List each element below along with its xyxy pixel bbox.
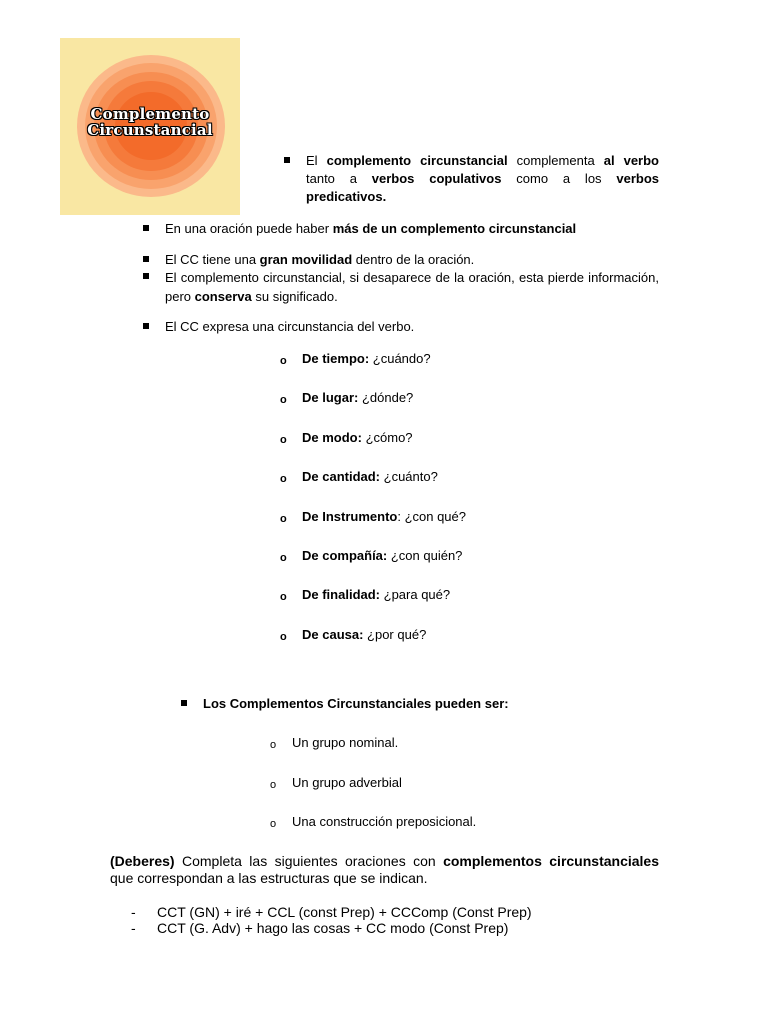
bullet-disappear: El complemento circunstancial, si desaparece de la oración, esta pierde información, pero conserva su significado.	[165, 270, 659, 304]
bullet-square-icon	[143, 323, 149, 329]
circumstance-label: De modo:	[302, 430, 362, 445]
circumstance-item	[302, 547, 462, 565]
circumstance-label: De compañía:	[302, 548, 388, 563]
bullet-square-icon	[284, 157, 290, 163]
circle-bullet-icon: o	[280, 394, 287, 406]
logo-text-line2: Circunstancial	[87, 121, 213, 139]
circumstance-item	[302, 626, 426, 644]
bullet-square-icon	[143, 273, 149, 279]
bullet-expresses: El CC expresa una circunstancia del verbo.	[165, 319, 415, 334]
circumstance-label: De lugar:	[302, 390, 359, 405]
circumstance-item	[302, 586, 450, 604]
circle-bullet-icon: o	[280, 591, 287, 603]
type-item: Una construcción preposicional.	[292, 814, 477, 829]
exercise-item: CCT (GN) + iré + CCL (const Prep) + CCComp (Const Prep)	[157, 904, 532, 920]
circle-bullet-icon: o	[270, 739, 277, 751]
circle-bullet-icon: o	[270, 779, 277, 791]
circumstance-label: De causa:	[302, 627, 364, 642]
circumstance-label: De finalidad:	[302, 587, 381, 602]
bullet-square-icon	[143, 225, 149, 231]
circumstance-question: ¿cuánto?	[380, 469, 438, 484]
circle-bullet-icon: o	[280, 552, 287, 564]
circle-bullet-icon: o	[280, 473, 287, 485]
circle-bullet-icon: o	[280, 355, 287, 367]
bullet-square-icon	[143, 256, 149, 262]
circumstance-item	[302, 468, 438, 486]
circumstance-question: ¿dónde?	[358, 390, 414, 405]
circumstance-item	[302, 389, 413, 407]
circle-bullet-icon: o	[280, 434, 287, 446]
circumstance-question: ¿con quién?	[387, 548, 463, 563]
homework-instructions: (Deberes) Completa las siguientes oraciones con complementos circunstanciales que correspondan a las estructuras que se indican.	[110, 853, 659, 886]
logo-text-line1: Complemento	[90, 105, 210, 123]
circle-bullet-icon: o	[280, 513, 287, 525]
dash-marker: -	[131, 920, 136, 936]
circumstance-label: De tiempo:	[302, 351, 370, 366]
bullet-multiple-cc: En una oración puede haber más de un complemento circunstancial	[165, 221, 577, 236]
logo-image	[60, 38, 240, 215]
circumstance-label: De cantidad:	[302, 469, 381, 484]
circumstance-question: ¿cuándo?	[369, 351, 431, 366]
circumstance-question: ¿para qué?	[380, 587, 451, 602]
bullet-mobility: El CC tiene una gran movilidad dentro de la oración.	[165, 252, 475, 267]
circumstance-question: ¿por qué?	[363, 627, 427, 642]
circumstance-item	[302, 350, 431, 368]
type-item: Un grupo nominal.	[292, 735, 399, 750]
dash-marker: -	[131, 904, 136, 920]
circumstance-item	[302, 508, 466, 526]
exercise-item: CCT (G. Adv) + hago las cosas + CC modo (Const Prep)	[157, 920, 509, 936]
circumstance-label: De Instrumento	[302, 509, 398, 524]
circumstance-item	[302, 429, 413, 447]
circumstance-question: ¿cómo?	[361, 430, 413, 445]
circumstance-question: : ¿con qué?	[397, 509, 466, 524]
types-heading: Los Complementos Circunstanciales pueden ser:	[203, 696, 509, 711]
circle-bullet-icon: o	[270, 818, 277, 830]
bullet-definition: El complemento circunstancial complementa al verbo tanto a verbos copulativos como a los verbos predicativos.	[306, 153, 660, 204]
circle-bullet-icon: o	[280, 631, 287, 643]
bullet-square-icon	[181, 700, 187, 706]
type-item: Un grupo adverbial	[292, 775, 402, 790]
